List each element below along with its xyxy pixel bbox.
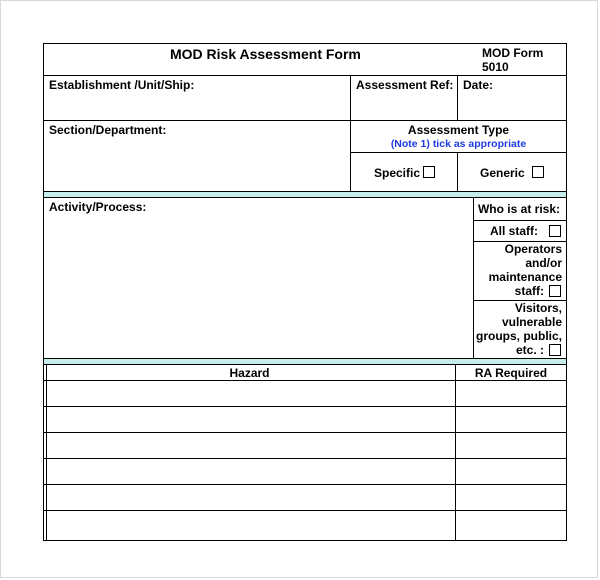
visitors-label-2: vulnerable — [501, 315, 562, 329]
specific-option[interactable] — [350, 152, 458, 192]
operators-label-3: maintenance — [488, 270, 562, 284]
all-staff-checkbox[interactable] — [549, 225, 561, 237]
generic-option[interactable] — [457, 152, 567, 192]
section-label: Section/Department: — [49, 123, 167, 137]
visitors-label-3: groups, public, — [476, 329, 562, 343]
hazard-cell[interactable] — [43, 484, 456, 511]
date-field[interactable] — [457, 75, 567, 121]
assessment-ref-field[interactable] — [350, 75, 458, 121]
form-number: MOD Form 5010 — [482, 46, 544, 74]
date-label: Date: — [463, 78, 494, 92]
visitors-option[interactable] — [473, 300, 567, 359]
hazard-cell[interactable] — [43, 432, 456, 459]
ra-required-cell[interactable] — [455, 406, 567, 433]
who-at-risk-header — [473, 197, 567, 221]
assessment-ref-label: Assessment Ref: — [356, 78, 454, 92]
assessment-type-note: (Note 1) tick as appropriate — [390, 138, 527, 150]
ra-required-header-label: RA Required — [474, 366, 548, 380]
form-title: MOD Risk Assessment Form — [170, 46, 361, 62]
generic-label: Generic — [480, 166, 525, 180]
ra-required-cell[interactable] — [455, 510, 567, 541]
hazard-cell[interactable] — [43, 406, 456, 433]
operators-label-4: staff: — [514, 284, 544, 298]
generic-checkbox[interactable] — [532, 166, 544, 178]
ra-required-cell[interactable] — [455, 458, 567, 485]
visitors-label-1: Visitors, — [514, 301, 562, 315]
operators-label-1: Operators — [504, 242, 562, 256]
operators-option[interactable] — [473, 241, 567, 301]
table-inner-edge — [46, 364, 47, 541]
ra-required-column-header — [455, 364, 567, 381]
risk-assessment-form — [43, 43, 567, 541]
activity-label: Activity/Process: — [49, 200, 147, 214]
assessment-type-header — [350, 120, 567, 153]
ra-required-cell[interactable] — [455, 380, 567, 407]
form-header — [43, 43, 567, 76]
specific-checkbox[interactable] — [423, 166, 435, 178]
all-staff-label: All staff: — [490, 224, 538, 238]
operators-label-2: and/or — [525, 256, 562, 270]
all-staff-option[interactable] — [473, 220, 567, 242]
ra-required-cell[interactable] — [455, 432, 567, 459]
specific-label: Specific — [374, 166, 421, 180]
ra-required-cell[interactable] — [455, 484, 567, 511]
assessment-type-label: Assessment Type — [407, 123, 510, 137]
hazard-header-label: Hazard — [229, 366, 270, 380]
establishment-field[interactable] — [43, 75, 351, 121]
visitors-label-4: etc. : — [515, 343, 544, 357]
hazard-cell[interactable] — [43, 458, 456, 485]
hazard-column-header — [43, 364, 456, 381]
operators-checkbox[interactable] — [549, 285, 561, 297]
hazard-cell[interactable] — [43, 380, 456, 407]
visitors-checkbox[interactable] — [549, 344, 561, 356]
hazard-cell[interactable] — [43, 510, 456, 541]
establishment-label: Establishment /Unit/Ship: — [49, 78, 195, 92]
activity-field[interactable] — [43, 197, 474, 359]
section-field[interactable] — [43, 120, 351, 192]
who-at-risk-label: Who is at risk: — [477, 202, 560, 216]
